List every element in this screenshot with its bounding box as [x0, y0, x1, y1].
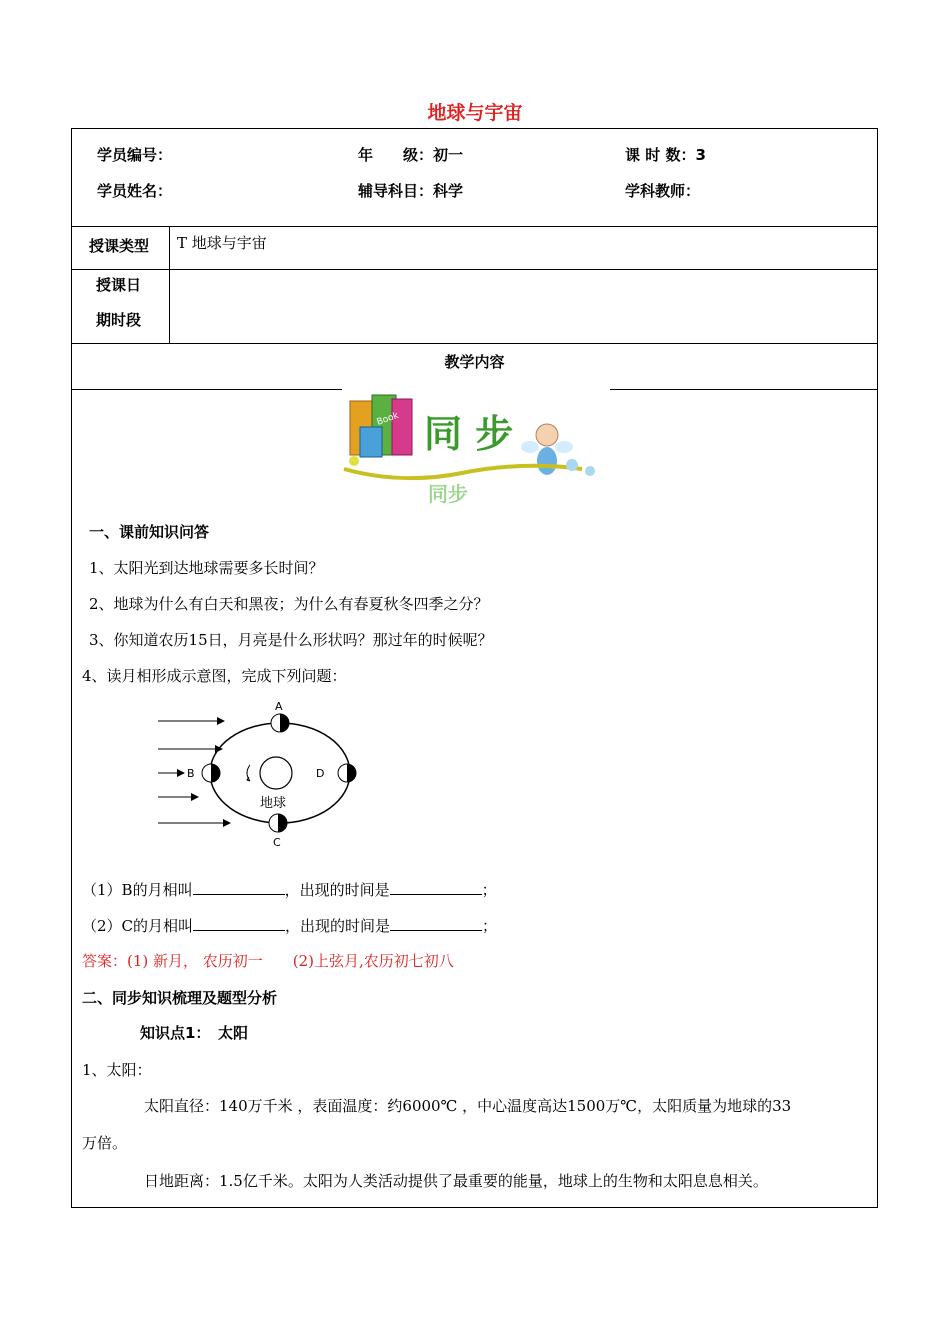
- earth-label: 地球: [260, 796, 287, 811]
- course-date-label-1: 授课日: [96, 276, 142, 294]
- question-2: 2、地球为什么有白天和黑夜；为什么有春夏秋冬四季之分？: [89, 595, 489, 613]
- question-1: 1、太阳光到达地球需要多长时间？: [89, 559, 324, 577]
- student-no-label: 学员编号：: [97, 146, 173, 164]
- student-name-label: 学员姓名：: [97, 182, 173, 200]
- question-4: 4、读月相形成示意图，完成下列问题：: [82, 667, 347, 685]
- page-title: 地球与宇宙: [427, 102, 523, 124]
- moon-d-label: D: [316, 767, 325, 780]
- question-c-prefix: （2）C的月相叫: [82, 917, 194, 935]
- sun-paragraph-1-line-2: 万倍。: [82, 1134, 128, 1152]
- banner-subtitle: 同步: [428, 482, 468, 506]
- question-c-phase: [82, 915, 497, 936]
- question-b-end: ；: [481, 881, 497, 899]
- course-type-label: 授课类型: [89, 237, 150, 255]
- sun-paragraph-1-line-1: 太阳直径：140万千米 ，表面温度：约6000℃ ，中心温度高达1500万℃，太阳质量为地球的33: [144, 1097, 792, 1115]
- section1-heading: 一、课前知识问答: [89, 523, 210, 541]
- knowledge-point-1: 知识点1： 太阳: [140, 1024, 248, 1042]
- question-b-prefix: （1）B的月相叫: [82, 881, 193, 899]
- banner-book-text: Book: [375, 410, 401, 428]
- moon-phase-diagram: [154, 697, 374, 857]
- answer-blank[interactable]: [193, 915, 285, 931]
- row-divider: [72, 226, 877, 227]
- question-c-middle: ，出现的时间是: [285, 917, 391, 935]
- row-divider: [72, 343, 877, 344]
- item-sun: 1、太阳：: [82, 1061, 152, 1079]
- question-b-middle: ，出现的时间是: [284, 881, 390, 899]
- grade-label: 年 级：初一: [358, 146, 464, 164]
- sun-paragraph-2: 日地距离：1.5亿千米。太阳为人类活动提供了最重要的能量，地球上的生物和太阳息息相关。: [144, 1172, 768, 1190]
- question-c-end: ；: [482, 917, 498, 935]
- section2-heading: 二、同步知识梳理及题型分析: [82, 989, 278, 1007]
- moon-a-label: A: [275, 700, 283, 713]
- question-3: 3、你知道农历15日，月亮是什么形状吗？那过年的时候呢？: [89, 631, 493, 649]
- question-b-phase: [82, 879, 497, 900]
- banner-title: 同 步: [424, 412, 514, 456]
- moon-b-label: B: [187, 767, 195, 780]
- answer-blank[interactable]: [390, 879, 482, 895]
- answer-blank[interactable]: [390, 915, 482, 931]
- course-date-label-2: 期时段: [96, 311, 142, 329]
- content-header: 教学内容: [444, 353, 505, 371]
- course-type-value: T 地球与宇宙: [177, 234, 267, 252]
- hours-label: 课 时 数：3: [625, 146, 706, 164]
- column-divider: [169, 226, 170, 343]
- answer-blank[interactable]: [193, 879, 285, 895]
- row-divider: [72, 269, 877, 270]
- teacher-label: 学科教师：: [625, 182, 701, 200]
- sync-banner-image: [342, 389, 610, 507]
- answer-text: 答案：(1) 新月， 农历初一 (2)上弦月,农历初七初八: [82, 952, 454, 970]
- lesson-table: [71, 128, 878, 1208]
- subject-label: 辅导科目：科学: [358, 182, 464, 200]
- moon-c-label: C: [273, 836, 281, 849]
